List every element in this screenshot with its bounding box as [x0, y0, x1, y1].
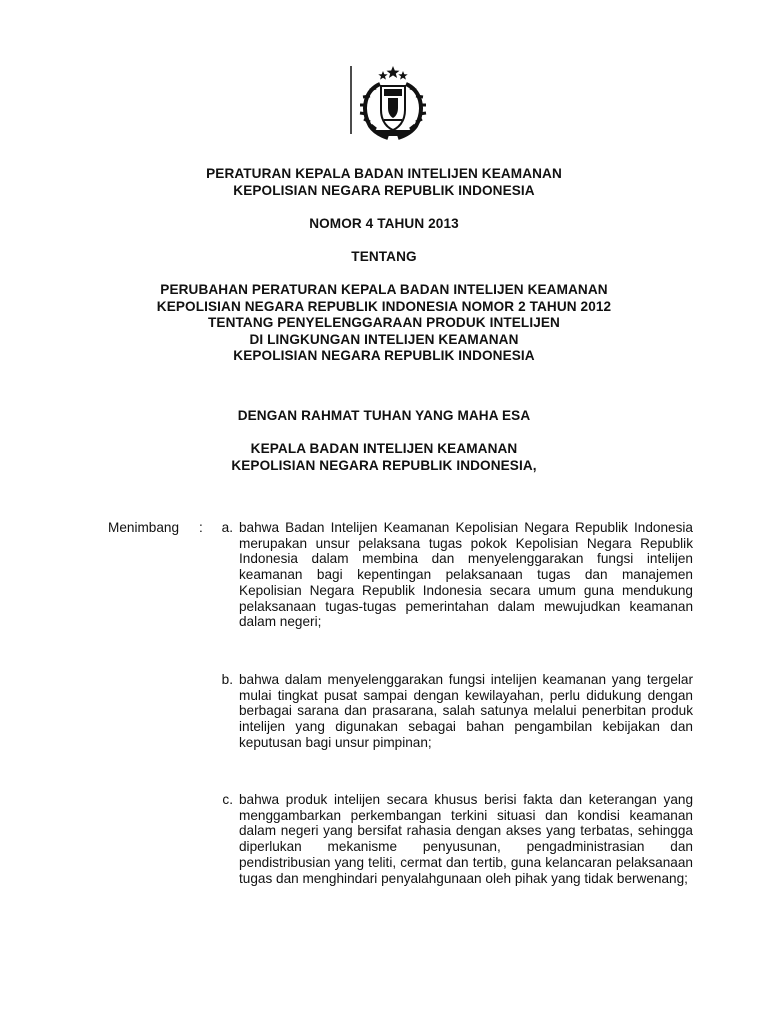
- regulation-number-text: NOMOR 4 TAHUN 2013: [309, 216, 459, 231]
- regulation-about: [0, 249, 768, 266]
- issuer: [0, 441, 768, 474]
- subject-line: TENTANG PENYELENGGARAAN PRODUK INTELIJEN: [208, 315, 560, 330]
- subject-line: DI LINGKUNGAN INTELIJEN KEAMANAN: [249, 331, 519, 347]
- regulation-number: [0, 216, 768, 233]
- considering-label: Menimbang: [108, 520, 180, 535]
- police-emblem-icon: [350, 64, 436, 144]
- blessing: [0, 408, 768, 425]
- issuer-line: KEPOLISIAN NEGARA REPUBLIK INDONESIA,: [231, 457, 537, 473]
- item-text: bahwa produk intelijen secara khusus berisi fakta dan keterangan yang menggambarkan perkembangan terkini situasi dan kondisi keamanan dalam negeri yang bersifat rahasia dengan akses yang terbatas, sehingga diperlukan mekanisme penyusunan, pengadministrasian dan pendistribusian yang teliti, cermat dan tertib, guna kelancaran pelaksanaan tugas dan menghindari penyalahgunaan oleh pihak yang tidak berwenang;: [239, 792, 693, 886]
- title-line: PERATURAN KEPALA BADAN INTELIJEN KEAMANAN: [206, 166, 562, 181]
- title-line: KEPOLISIAN NEGARA REPUBLIK INDONESIA: [233, 182, 535, 198]
- issuer-line: KEPALA BADAN INTELIJEN KEAMANAN: [250, 441, 518, 456]
- item-text: bahwa dalam menyelenggarakan fungsi intelijen keamanan yang tergelar mulai tingkat pusat sampai dengan kewilayahan, perlu didukung dengan berbagai sarana dan prasarana, salah satunya melalui penerbitan produk intelijen yang digunakan sebagai bahan pengambilan kebijakan dan keputusan bagi unsur pimpinan;: [239, 672, 693, 750]
- subject-line: KEPOLISIAN NEGARA REPUBLIK INDONESIA NOMOR 2 TAHUN 2012: [156, 298, 612, 314]
- regulation-subject: [0, 282, 768, 365]
- blessing-text: DENGAN RAHMAT TUHAN YANG MAHA ESA: [237, 408, 531, 423]
- item-text: bahwa Badan Intelijen Keamanan Kepolisian Negara Republik Indonesia merupakan unsur pelaksana tugas pokok Kepolisian Negara Republik Indonesia dalam membina dan menyelenggarakan fungsi intelijen keamanan bagi kepentingan pelaksanaan tugas dan manajemen Kepolisian Negara Republik Indonesia secara umum guna mendukung pelaksanaan tugas-tugas pemerintahan dalam mewujudkan keamanan dalam negeri;: [239, 520, 693, 630]
- regulation-about-text: TENTANG: [351, 249, 417, 264]
- item-marker: b.: [221, 672, 233, 687]
- considering-colon: :: [199, 520, 203, 535]
- subject-line: PERUBAHAN PERATURAN KEPALA BADAN INTELIJEN KEAMANAN: [160, 282, 608, 297]
- subject-line: KEPOLISIAN NEGARA REPUBLIK INDONESIA: [233, 348, 535, 363]
- item-marker: a.: [221, 520, 233, 535]
- regulation-title: [0, 166, 768, 199]
- item-marker: c.: [222, 792, 233, 807]
